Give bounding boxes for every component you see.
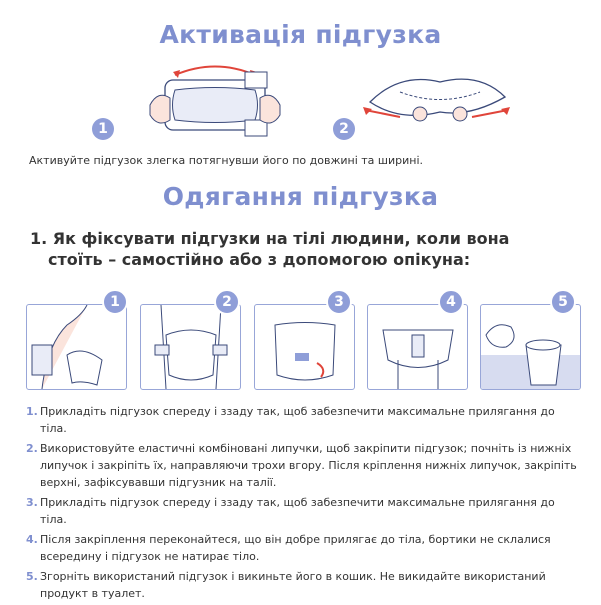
activation-illustration-2	[360, 62, 510, 132]
dressing-steps-list	[26, 403, 581, 605]
dressing-heading-line2: стоїть – самостійно або з допомогою опікуна:	[48, 250, 471, 269]
dressing-panel-1-badge: 1	[102, 289, 128, 315]
dressing-panel-3-badge: 3	[326, 289, 352, 315]
dressing-heading-line1: Як фіксувати підгузки на тілі людини, коли вона	[52, 229, 510, 248]
dressing-panel-1	[26, 304, 127, 390]
step-text: Прикладіть підгузок спереду і ззаду так, щоб забезпечити максимальне прилягання до тіла.	[40, 496, 555, 526]
dressing-panel-4	[367, 304, 468, 390]
activation-step-2-badge: 2	[333, 118, 355, 140]
activation-caption: Активуйте підгузок злегка потягнувши його по довжині та ширині.	[29, 154, 423, 167]
dressing-panel-4-badge: 4	[438, 289, 464, 315]
list-item: 1. Прикладіть підгузок спереду і ззаду так, щоб забезпечити максимальне прилягання до тіла.	[26, 403, 581, 437]
dressing-panel-2-badge: 2	[214, 289, 240, 315]
dressing-heading	[30, 228, 575, 270]
activation-step-1-badge: 1	[92, 118, 114, 140]
list-item: 3. Прикладіть підгузок спереду і ззаду так, щоб забезпечити максимальне прилягання до тіла.	[26, 494, 581, 528]
dressing-heading-number: 1.	[30, 229, 48, 248]
dressing-panel-5-badge: 5	[550, 289, 576, 315]
dressing-panel-2	[140, 304, 241, 390]
step-text: Прикладіть підгузок спереду і ззаду так, щоб забезпечити максимальне прилягання до тіла.	[40, 405, 555, 435]
dressing-panel-5	[480, 304, 581, 390]
step-text: Використовуйте еластичні комбіновані липучки, щоб закріпити підгузок; почніть із нижніх липучок і закріпіть їх, направляючи трохи вгору. Після кріплення нижніх липучок, закріпіть верхні, зафіксувавши підгузник на талії.	[40, 442, 577, 489]
activation-illustration-1	[140, 50, 290, 145]
step-text: Згорніть використаний підгузок і викиньте його в кошик. Не викидайте використаний продукт в туалет.	[40, 570, 546, 600]
activation-title: Активація підгузка	[159, 20, 442, 49]
dressing-title: Одягання підгузка	[162, 182, 439, 211]
list-item: 5. Згорніть використаний підгузок і викиньте його в кошик. Не викидайте використаний продукт в туалет.	[26, 568, 581, 602]
list-item: 2. Використовуйте еластичні комбіновані липучки, щоб закріпити підгузок; почніть із нижніх липучок і закріпіть їх, направляючи трохи вгору. Після кріплення нижніх липучок, закріпіть верхні, зафіксувавши підгузник на талії.	[26, 440, 581, 491]
dressing-panel-3	[254, 304, 355, 390]
list-item: 4. Після закріплення переконайтеся, що він добре прилягає до тіла, бортики не склалися всередину і підгузок не натирає тіло.	[26, 531, 581, 565]
step-text: Після закріплення переконайтеся, що він добре прилягає до тіла, бортики не склалися всередину і підгузок не натирає тіло.	[40, 533, 551, 563]
